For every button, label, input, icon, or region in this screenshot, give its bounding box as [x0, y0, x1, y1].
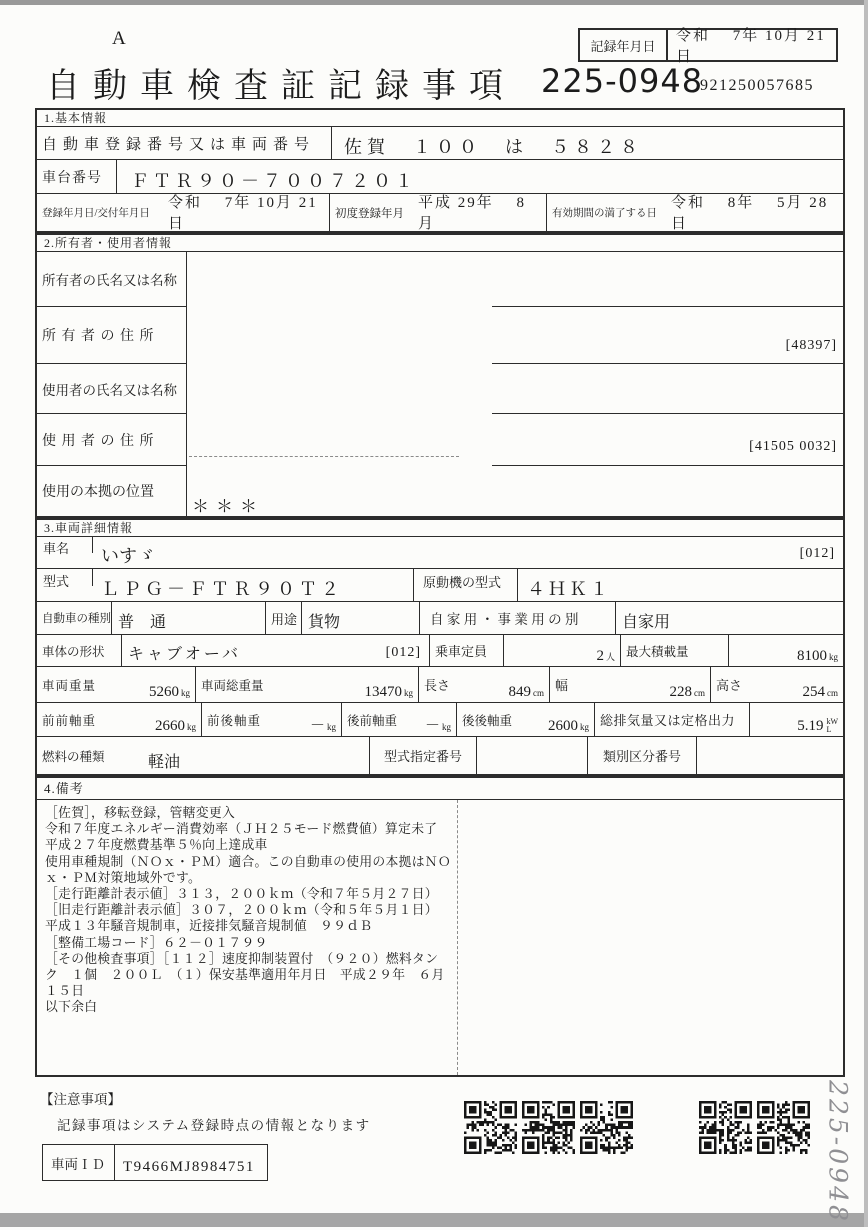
engine-model-label: 原動機の型式	[423, 575, 502, 590]
chassis-number-row	[37, 160, 843, 194]
base-location-label: 使用の本拠の位置	[42, 485, 154, 500]
axle-rear-rear-cell	[457, 703, 595, 736]
axle-rear-front-value	[404, 703, 456, 736]
capacity-value	[504, 635, 620, 666]
gross-weight-value	[286, 667, 418, 702]
power-cell	[595, 703, 843, 736]
car-name-value: いすゞ	[101, 546, 155, 566]
vehicle-id-box	[42, 1144, 268, 1181]
vehicle-weight-unit: kg	[181, 688, 190, 698]
remark-line: 以下余白	[45, 1000, 98, 1015]
gross-weight-cell	[196, 667, 419, 702]
max-load-number: 8100	[797, 648, 827, 664]
classification-value	[697, 737, 843, 774]
axle-front-rear-cell	[202, 703, 342, 736]
qr-code-icon	[580, 1101, 633, 1154]
divider-line	[492, 306, 845, 307]
qr-code-icon	[757, 1101, 810, 1154]
power-value	[750, 703, 843, 736]
usage-value: 貨物	[308, 614, 341, 631]
axle-front-rear-unit: kg	[327, 722, 336, 732]
gross-weight-label: 車両総重量	[201, 678, 264, 693]
power-unit-bottom: L	[826, 725, 832, 734]
width-unit: cm	[694, 688, 705, 698]
power-unit-top: kW	[826, 717, 838, 726]
axle-rear-front-label: 後前軸重	[347, 713, 398, 728]
type-designation-label: 型式指定番号	[383, 749, 462, 764]
max-load-value	[729, 635, 843, 666]
registration-number-row	[37, 127, 843, 160]
length-number: 849	[508, 684, 531, 700]
first-registration-value: 平成 29年 8月	[418, 194, 527, 232]
owner-address-label: 所 有 者 の 住 所	[37, 307, 186, 364]
power-units	[826, 718, 838, 734]
document-number: 225-0948	[541, 62, 704, 100]
fuel-type-cell	[37, 737, 370, 774]
vehicle-id-label: 車両ＩＤ	[43, 1145, 115, 1180]
registration-number-label: 自動車登録番号又は車両番号	[37, 127, 332, 159]
axle-rear-front-cell	[342, 703, 457, 736]
model-label: 型式	[43, 574, 70, 589]
chassis-number-value	[117, 160, 843, 193]
qr-code-icon	[464, 1101, 517, 1154]
axle-weights-row	[37, 703, 843, 737]
capacity-label: 乗車定員	[430, 635, 504, 666]
max-load-label: 最大積載量	[621, 635, 729, 666]
axle-rear-front-unit: kg	[442, 722, 451, 732]
body-shape-cell	[37, 635, 430, 666]
document-title: 自動車検査証記録事項	[46, 68, 516, 105]
remark-line: ［その他検査事項］［１１２］速度抑制装置付 （９２０）燃料タン	[45, 951, 439, 966]
height-number: 254	[802, 684, 825, 700]
scan-edge-bottom	[0, 1213, 868, 1227]
category-value: 普 通	[118, 614, 167, 631]
body-shape-value: キャブオーバ	[128, 646, 242, 663]
ownership-value: 自家用	[622, 614, 671, 631]
body-shape-code: [012]	[385, 645, 421, 660]
width-number: 228	[669, 684, 692, 700]
weight-dimensions-row	[37, 667, 843, 703]
divider-line	[413, 569, 414, 601]
owner-user-label-column	[37, 252, 187, 516]
power-label: 総排気量又は定格出力	[595, 703, 750, 736]
expiration-date-value: 令和 8年 5月 28日	[671, 194, 829, 232]
max-load-cell	[621, 635, 843, 666]
user-name-label: 使用者の氏名又は名称	[37, 364, 186, 414]
remark-line: ク １個 ２００Ｌ （１）保安基準適用年月日 平成２９年 ６月	[45, 968, 445, 983]
classification-label: 類別区分番号	[602, 749, 681, 764]
remarks-dotted-divider	[457, 800, 458, 1075]
divider-line	[492, 465, 845, 466]
divider-line	[92, 569, 93, 586]
axle-rear-rear-unit: kg	[580, 722, 589, 732]
registration-date-label: 登録年月日/交付年月日	[42, 208, 150, 219]
remark-line: 使用車種規制（ＮＯｘ・ＰＭ）適合。この自動車の使用の本拠はＮＯ	[45, 854, 452, 869]
qr-code-icon	[522, 1101, 575, 1154]
axle-rear-front-number: －	[424, 718, 440, 734]
ownership-cell	[420, 602, 843, 634]
max-load-unit: kg	[829, 652, 838, 662]
remarks-body	[37, 800, 843, 1075]
vehicle-weight-cell	[37, 667, 196, 702]
section-basic-info	[35, 108, 845, 233]
record-date-label: 記録年月日	[580, 30, 668, 60]
expiration-date-label: 有効期間の満了する日	[552, 208, 657, 219]
divider-line	[492, 363, 845, 364]
section3-title: 3.車両詳細情報	[37, 520, 843, 537]
axle-front-front-label: 前前軸重	[42, 713, 97, 728]
base-location-value: ＊＊＊	[192, 497, 264, 516]
car-name-row	[37, 537, 843, 569]
height-cell	[711, 667, 843, 702]
remark-line: ［走行距離計表示値］３１３，２００ｋｍ（令和７年５月２７日）	[45, 887, 438, 902]
axle-front-rear-value	[287, 703, 341, 736]
axle-rear-rear-value	[529, 703, 594, 736]
car-name-label: 車名	[43, 541, 70, 556]
usage-cell	[266, 602, 420, 634]
fuel-row	[37, 737, 843, 774]
chassis-number-text: ＦＴＲ９０－７００７２０１	[131, 171, 417, 191]
notice-title: 【注意事項】	[40, 1092, 121, 1107]
axle-front-front-unit: kg	[187, 722, 196, 732]
remark-line: 令和７年度エネルギー消費効率（ＪＨ２５モード燃費値）算定未了	[45, 822, 438, 837]
classification-label-cell	[588, 737, 697, 774]
remark-line: ［整備工場コード］６２－０１７９９	[45, 935, 268, 950]
remark-line: ｘ・ＰＭ対策地域外です。	[45, 870, 202, 885]
section4-title: 4.備考	[37, 778, 843, 800]
notice-body: 記録事項はシステム登録時点の情報となります	[57, 1118, 371, 1133]
height-unit: cm	[827, 688, 838, 698]
gross-weight-unit: kg	[404, 688, 413, 698]
usage-label: 用途	[266, 602, 302, 634]
vehicle-id-value: T9466MJ8984751	[123, 1159, 255, 1175]
fuel-type-value: 軽油	[148, 754, 181, 771]
axle-front-front-number: 2660	[155, 718, 185, 734]
car-name-code: [012]	[799, 546, 835, 561]
length-label: 長さ	[424, 678, 451, 693]
divider-line	[517, 569, 518, 601]
body-shape-row	[37, 635, 843, 667]
width-value	[592, 667, 710, 702]
owner-address-code: [48397]	[785, 338, 837, 353]
axle-front-rear-label: 前後軸重	[207, 713, 262, 728]
registration-date-cell	[37, 194, 330, 231]
gross-weight-number: 13470	[364, 684, 402, 700]
qr-code-icon	[699, 1101, 752, 1154]
divider-line	[92, 537, 93, 553]
scan-edge-top	[0, 0, 868, 5]
axle-rear-rear-label: 後後軸重	[462, 713, 513, 728]
expiration-date-cell	[547, 194, 843, 231]
capacity-number: 2	[596, 648, 604, 664]
owner-name-label: 所有者の氏名又は名称	[37, 252, 186, 307]
width-label: 幅	[555, 678, 569, 693]
ownership-label: 自 家 用 ・ 事 業 用 の 別	[420, 602, 616, 634]
capacity-unit: 人	[605, 652, 615, 662]
remark-line: ［佐賀］，移転登録，管轄変更入	[45, 806, 236, 820]
section-vehicle-details	[35, 518, 845, 776]
length-cell	[419, 667, 550, 702]
model-value: ＬＰＧ－ＦＴＲ９０Ｔ２	[101, 579, 343, 599]
height-label: 高さ	[716, 678, 743, 693]
fuel-type-label: 燃料の種類	[42, 749, 105, 764]
scan-edge-right	[864, 0, 868, 1227]
section-owner-user	[35, 233, 845, 518]
type-designation-label-cell	[370, 737, 477, 774]
first-registration-cell	[330, 194, 547, 231]
remark-line: ［旧走行距離計表示値］３０７，２００ｋｍ（令和５年５月１日）	[45, 903, 438, 918]
power-number: 5.19	[797, 718, 824, 734]
category-cell	[37, 602, 266, 634]
page-marker: A	[112, 28, 126, 49]
registration-number-value	[332, 127, 843, 159]
width-cell	[550, 667, 711, 702]
record-date-value: 令和 7年 10月 21日	[676, 28, 826, 65]
length-value	[464, 667, 549, 702]
section2-title: 2.所有者・使用者情報	[37, 235, 843, 252]
length-unit: cm	[533, 688, 544, 698]
remark-line: 平成２７年度燃費基準５％向上達成車	[45, 838, 268, 853]
engine-model-value: ４ＨＫ１	[527, 579, 611, 599]
registration-date-value: 令和 7年 10月 21日	[168, 194, 318, 232]
dates-row	[37, 194, 843, 231]
registration-number-text: 佐賀 １００ は ５８２８	[344, 137, 643, 157]
remark-line: １５日	[45, 984, 85, 999]
axle-front-rear-number: －	[309, 718, 325, 734]
classification-value-cell	[697, 737, 843, 774]
vehicle-weight-label: 車両重量	[42, 678, 97, 693]
model-row	[37, 569, 843, 602]
body-shape-label: 車体の形状	[37, 635, 122, 666]
remark-line: 平成１３年騒音規制車，近接排気騒音規制値 ９９ｄＢ	[45, 919, 373, 934]
section-remarks	[35, 776, 845, 1077]
capacity-cell	[430, 635, 621, 666]
chassis-number-label: 車台番号	[37, 160, 117, 193]
first-registration-label: 初度登録年月	[335, 207, 404, 220]
type-designation-value-cell	[477, 737, 588, 774]
handwritten-note: 225-0948	[823, 1080, 853, 1224]
axle-front-front-cell	[37, 703, 202, 736]
divider-line	[492, 413, 845, 414]
user-address-code: [41505 0032]	[749, 439, 837, 454]
axle-front-front-value	[122, 703, 201, 736]
type-designation-value	[477, 737, 587, 774]
vehicle-weight-value	[115, 667, 195, 702]
category-label: 自動車の種別	[37, 602, 112, 634]
record-date-box	[578, 28, 838, 65]
category-row	[37, 602, 843, 635]
vehicle-weight-number: 5260	[149, 684, 179, 700]
dotted-divider-line	[189, 456, 459, 457]
section1-title: 1.基本情報	[37, 110, 843, 127]
height-value	[753, 667, 843, 702]
serial-number: 921250057685	[700, 77, 814, 94]
axle-rear-rear-number: 2600	[548, 718, 578, 734]
user-address-label: 使 用 者 の 住 所	[37, 414, 186, 466]
